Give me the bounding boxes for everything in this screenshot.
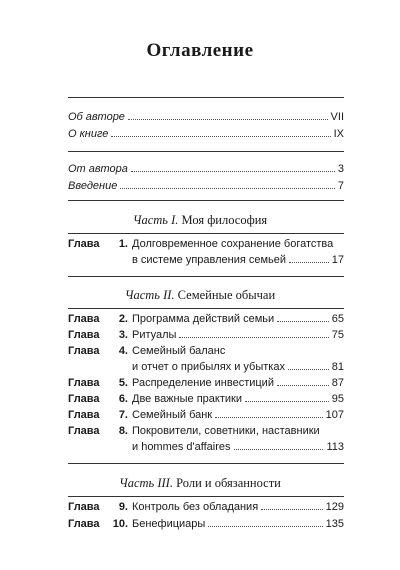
entry-label: О книге [68,128,109,140]
divider [68,151,344,152]
dot-leader [179,329,328,338]
chapter-entry-8-cont[interactable] [68,441,344,457]
chapter-number: 7. [118,409,128,421]
chapter-page: 129 [325,501,344,513]
chapter-entry-9[interactable] [68,501,344,517]
toc-entry-about-author[interactable] [68,111,344,127]
chapter-word: Глава [68,393,100,405]
toc-entry-about-book[interactable] [68,128,344,144]
dot-leader [234,441,324,450]
dot-leader [245,393,329,402]
chapter-title: Распределение инвестиций [132,377,274,389]
chapter-word: Глава [68,238,100,250]
dot-leader [128,111,328,120]
chapter-entry-10[interactable] [68,518,344,534]
dot-leader [277,377,329,386]
chapter-page: 113 [326,441,344,453]
chapter-entry-3[interactable] [68,329,344,345]
chapter-number: 3. [118,329,128,341]
chapter-title: Бенефициары [132,518,206,530]
chapter-word: Глава [68,377,100,389]
part-name: Семейные обычаи [177,288,276,302]
chapter-word: Глава [68,501,100,513]
divider [68,308,344,309]
chapter-word: Глава [68,329,100,341]
part-number: Часть III. [119,476,173,490]
chapter-title: Семейный баланс [132,345,226,357]
chapter-entry-5[interactable] [68,377,344,393]
toc-entry-from-author[interactable] [68,163,344,179]
divider [68,496,344,497]
part-heading-3 [0,476,400,491]
dot-leader [111,128,330,137]
chapter-number: 10. [112,518,128,530]
divider [68,97,344,98]
chapter-title: Контроль без обладания [132,501,259,513]
divider [68,463,344,464]
entry-page: VII [330,111,344,123]
chapter-entry-4[interactable] [68,345,344,361]
chapter-number: 1. [118,238,128,250]
chapter-title: Долговременное сохранение богатства [132,238,334,250]
chapter-word: Глава [68,518,100,530]
chapter-page: 107 [325,409,344,421]
page-title: Оглавление [146,40,254,61]
part-heading-1 [0,213,400,228]
chapter-number: 9. [118,501,128,513]
chapter-entry-8[interactable] [68,425,344,441]
chapter-title: Семейный банк [132,409,213,421]
chapter-page: 135 [325,518,344,530]
chapter-title-cont: и hommes d'affaires [132,441,231,453]
chapter-word: Глава [68,409,100,421]
dot-leader [277,313,329,322]
chapter-entry-7[interactable] [68,409,344,425]
entry-page: 7 [337,180,344,192]
chapter-title-cont: и отчет о прибылях и убытках [132,361,285,373]
chapter-title: Программа действий семьи [132,313,275,325]
chapter-title: Ритуалы [132,329,177,341]
part-number: Часть I. [132,213,179,227]
chapter-entry-2[interactable] [68,313,344,329]
chapter-entry-6[interactable] [68,393,344,409]
dot-leader [120,180,335,189]
entry-label: Введение [68,180,118,192]
chapter-number: 6. [118,393,128,405]
divider [68,200,344,201]
chapter-word: Глава [68,313,100,325]
dot-leader [215,409,323,418]
dot-leader [288,361,329,370]
chapter-number: 2. [118,313,128,325]
chapter-entry-1-cont[interactable] [68,254,344,270]
chapter-page: 87 [331,377,344,389]
chapter-number: 4. [118,345,128,357]
entry-label: От автора [68,163,128,175]
chapter-word: Глава [68,425,100,437]
chapter-page: 95 [331,393,344,405]
chapter-number: 8. [118,425,128,437]
chapter-page: 17 [331,254,344,266]
entry-page: IX [333,128,344,140]
chapter-word: Глава [68,345,100,357]
part-number: Часть II. [124,288,175,302]
chapter-title-cont: в системе управления семьей [132,254,287,266]
chapter-page: 75 [331,329,344,341]
dot-leader [289,254,329,263]
chapter-entry-1[interactable] [68,238,344,254]
part-heading-2 [0,288,400,303]
chapter-title: Покровители, советники, наставники [132,425,320,437]
dot-leader [131,163,335,172]
chapter-page: 65 [331,313,344,325]
part-name: Моя философия [181,213,268,227]
chapter-page: 81 [331,361,344,373]
part-name: Роли и обязанности [176,476,281,490]
entry-page: 3 [337,163,344,175]
chapter-entry-4-cont[interactable] [68,361,344,377]
chapter-title: Две важные практики [132,393,242,405]
entry-label: Об авторе [68,111,125,123]
dot-leader [208,518,322,527]
divider [68,233,344,234]
toc-entry-introduction[interactable] [68,180,344,196]
chapter-number: 5. [118,377,128,389]
dot-leader [261,501,322,510]
divider [68,276,344,277]
